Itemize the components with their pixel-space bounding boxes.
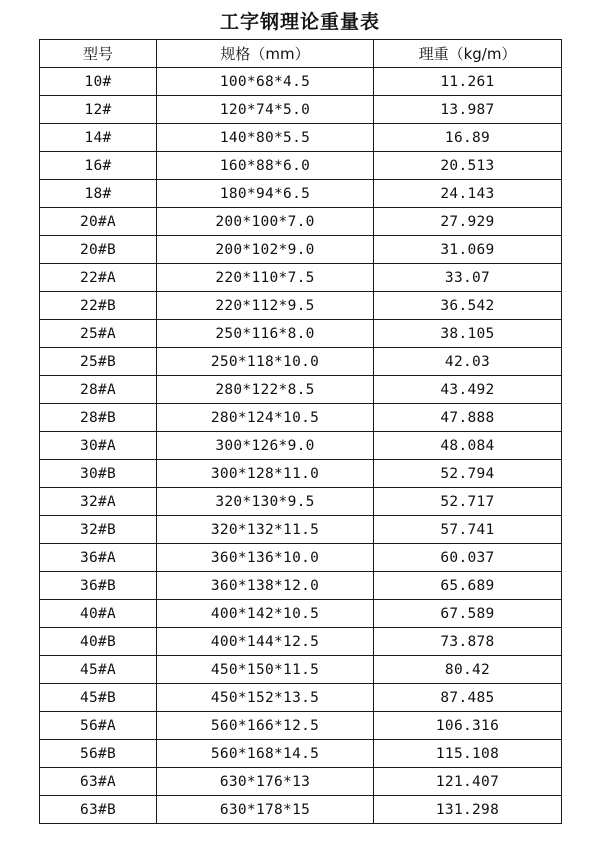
cell-weight: 106.316 bbox=[374, 712, 562, 740]
cell-model: 30#A bbox=[40, 432, 157, 460]
table-row bbox=[40, 404, 562, 432]
table-row bbox=[40, 68, 562, 96]
cell-model: 28#B bbox=[40, 404, 157, 432]
cell-spec: 250*116*8.0 bbox=[157, 320, 374, 348]
cell-spec: 280*124*10.5 bbox=[157, 404, 374, 432]
cell-weight: 87.485 bbox=[374, 684, 562, 712]
table-row bbox=[40, 712, 562, 740]
cell-spec: 360*136*10.0 bbox=[157, 544, 374, 572]
table-row bbox=[40, 320, 562, 348]
cell-model: 40#B bbox=[40, 628, 157, 656]
cell-model: 45#A bbox=[40, 656, 157, 684]
table-row bbox=[40, 460, 562, 488]
table-row bbox=[40, 208, 562, 236]
table-row bbox=[40, 264, 562, 292]
cell-model: 28#A bbox=[40, 376, 157, 404]
cell-model: 40#A bbox=[40, 600, 157, 628]
cell-weight: 52.717 bbox=[374, 488, 562, 516]
cell-weight: 20.513 bbox=[374, 152, 562, 180]
cell-spec: 320*130*9.5 bbox=[157, 488, 374, 516]
header-spec: 规格（mm） bbox=[157, 40, 374, 68]
table-row bbox=[40, 432, 562, 460]
cell-model: 56#A bbox=[40, 712, 157, 740]
table-row bbox=[40, 768, 562, 796]
cell-model: 63#A bbox=[40, 768, 157, 796]
page-title: 工字钢理论重量表 bbox=[219, 11, 380, 33]
cell-spec: 140*80*5.5 bbox=[157, 124, 374, 152]
table-row bbox=[40, 488, 562, 516]
cell-model: 25#B bbox=[40, 348, 157, 376]
cell-spec: 180*94*6.5 bbox=[157, 180, 374, 208]
table-row bbox=[40, 600, 562, 628]
cell-weight: 33.07 bbox=[374, 264, 562, 292]
cell-weight: 60.037 bbox=[374, 544, 562, 572]
cell-model: 22#A bbox=[40, 264, 157, 292]
table-row bbox=[40, 236, 562, 264]
cell-spec: 100*68*4.5 bbox=[157, 68, 374, 96]
cell-weight: 11.261 bbox=[374, 68, 562, 96]
header-weight: 理重（kg/m） bbox=[374, 40, 562, 68]
table-header-row bbox=[40, 40, 562, 68]
cell-model: 25#A bbox=[40, 320, 157, 348]
cell-weight: 36.542 bbox=[374, 292, 562, 320]
table-row bbox=[40, 516, 562, 544]
cell-model: 63#B bbox=[40, 796, 157, 824]
table-row bbox=[40, 348, 562, 376]
cell-model: 32#A bbox=[40, 488, 157, 516]
cell-spec: 560*168*14.5 bbox=[157, 740, 374, 768]
table-row bbox=[40, 628, 562, 656]
cell-weight: 47.888 bbox=[374, 404, 562, 432]
cell-spec: 200*100*7.0 bbox=[157, 208, 374, 236]
cell-weight: 52.794 bbox=[374, 460, 562, 488]
cell-spec: 630*176*13 bbox=[157, 768, 374, 796]
cell-weight: 115.108 bbox=[374, 740, 562, 768]
cell-model: 22#B bbox=[40, 292, 157, 320]
cell-spec: 300*126*9.0 bbox=[157, 432, 374, 460]
table-row bbox=[40, 796, 562, 824]
cell-model: 18# bbox=[40, 180, 157, 208]
cell-spec: 250*118*10.0 bbox=[157, 348, 374, 376]
cell-spec: 560*166*12.5 bbox=[157, 712, 374, 740]
table-row bbox=[40, 292, 562, 320]
cell-model: 16# bbox=[40, 152, 157, 180]
table-row bbox=[40, 124, 562, 152]
cell-weight: 43.492 bbox=[374, 376, 562, 404]
cell-model: 36#A bbox=[40, 544, 157, 572]
cell-model: 10# bbox=[40, 68, 157, 96]
cell-model: 56#B bbox=[40, 740, 157, 768]
cell-model: 14# bbox=[40, 124, 157, 152]
cell-spec: 320*132*11.5 bbox=[157, 516, 374, 544]
cell-spec: 200*102*9.0 bbox=[157, 236, 374, 264]
cell-spec: 220*110*7.5 bbox=[157, 264, 374, 292]
cell-weight: 48.084 bbox=[374, 432, 562, 460]
table-row bbox=[40, 96, 562, 124]
cell-model: 12# bbox=[40, 96, 157, 124]
cell-spec: 120*74*5.0 bbox=[157, 96, 374, 124]
table-row bbox=[40, 376, 562, 404]
cell-spec: 300*128*11.0 bbox=[157, 460, 374, 488]
cell-spec: 280*122*8.5 bbox=[157, 376, 374, 404]
cell-spec: 450*152*13.5 bbox=[157, 684, 374, 712]
cell-spec: 630*178*15 bbox=[157, 796, 374, 824]
cell-weight: 27.929 bbox=[374, 208, 562, 236]
table-body bbox=[40, 68, 562, 824]
cell-weight: 121.407 bbox=[374, 768, 562, 796]
cell-weight: 65.689 bbox=[374, 572, 562, 600]
cell-model: 30#B bbox=[40, 460, 157, 488]
cell-spec: 220*112*9.5 bbox=[157, 292, 374, 320]
table-row bbox=[40, 684, 562, 712]
cell-spec: 360*138*12.0 bbox=[157, 572, 374, 600]
cell-weight: 13.987 bbox=[374, 96, 562, 124]
cell-spec: 160*88*6.0 bbox=[157, 152, 374, 180]
cell-weight: 31.069 bbox=[374, 236, 562, 264]
cell-weight: 38.105 bbox=[374, 320, 562, 348]
table-row bbox=[40, 656, 562, 684]
cell-model: 36#B bbox=[40, 572, 157, 600]
cell-weight: 80.42 bbox=[374, 656, 562, 684]
cell-weight: 24.143 bbox=[374, 180, 562, 208]
header-model: 型号 bbox=[40, 40, 157, 68]
cell-weight: 131.298 bbox=[374, 796, 562, 824]
table-row bbox=[40, 740, 562, 768]
cell-spec: 400*144*12.5 bbox=[157, 628, 374, 656]
cell-model: 20#B bbox=[40, 236, 157, 264]
cell-model: 45#B bbox=[40, 684, 157, 712]
table-row bbox=[40, 180, 562, 208]
cell-weight: 67.589 bbox=[374, 600, 562, 628]
cell-spec: 400*142*10.5 bbox=[157, 600, 374, 628]
cell-model: 32#B bbox=[40, 516, 157, 544]
table-row bbox=[40, 544, 562, 572]
cell-weight: 42.03 bbox=[374, 348, 562, 376]
cell-weight: 73.878 bbox=[374, 628, 562, 656]
table-row bbox=[40, 572, 562, 600]
steel-weight-table bbox=[39, 39, 562, 824]
table-row bbox=[40, 152, 562, 180]
cell-weight: 57.741 bbox=[374, 516, 562, 544]
cell-weight: 16.89 bbox=[374, 124, 562, 152]
cell-model: 20#A bbox=[40, 208, 157, 236]
cell-spec: 450*150*11.5 bbox=[157, 656, 374, 684]
